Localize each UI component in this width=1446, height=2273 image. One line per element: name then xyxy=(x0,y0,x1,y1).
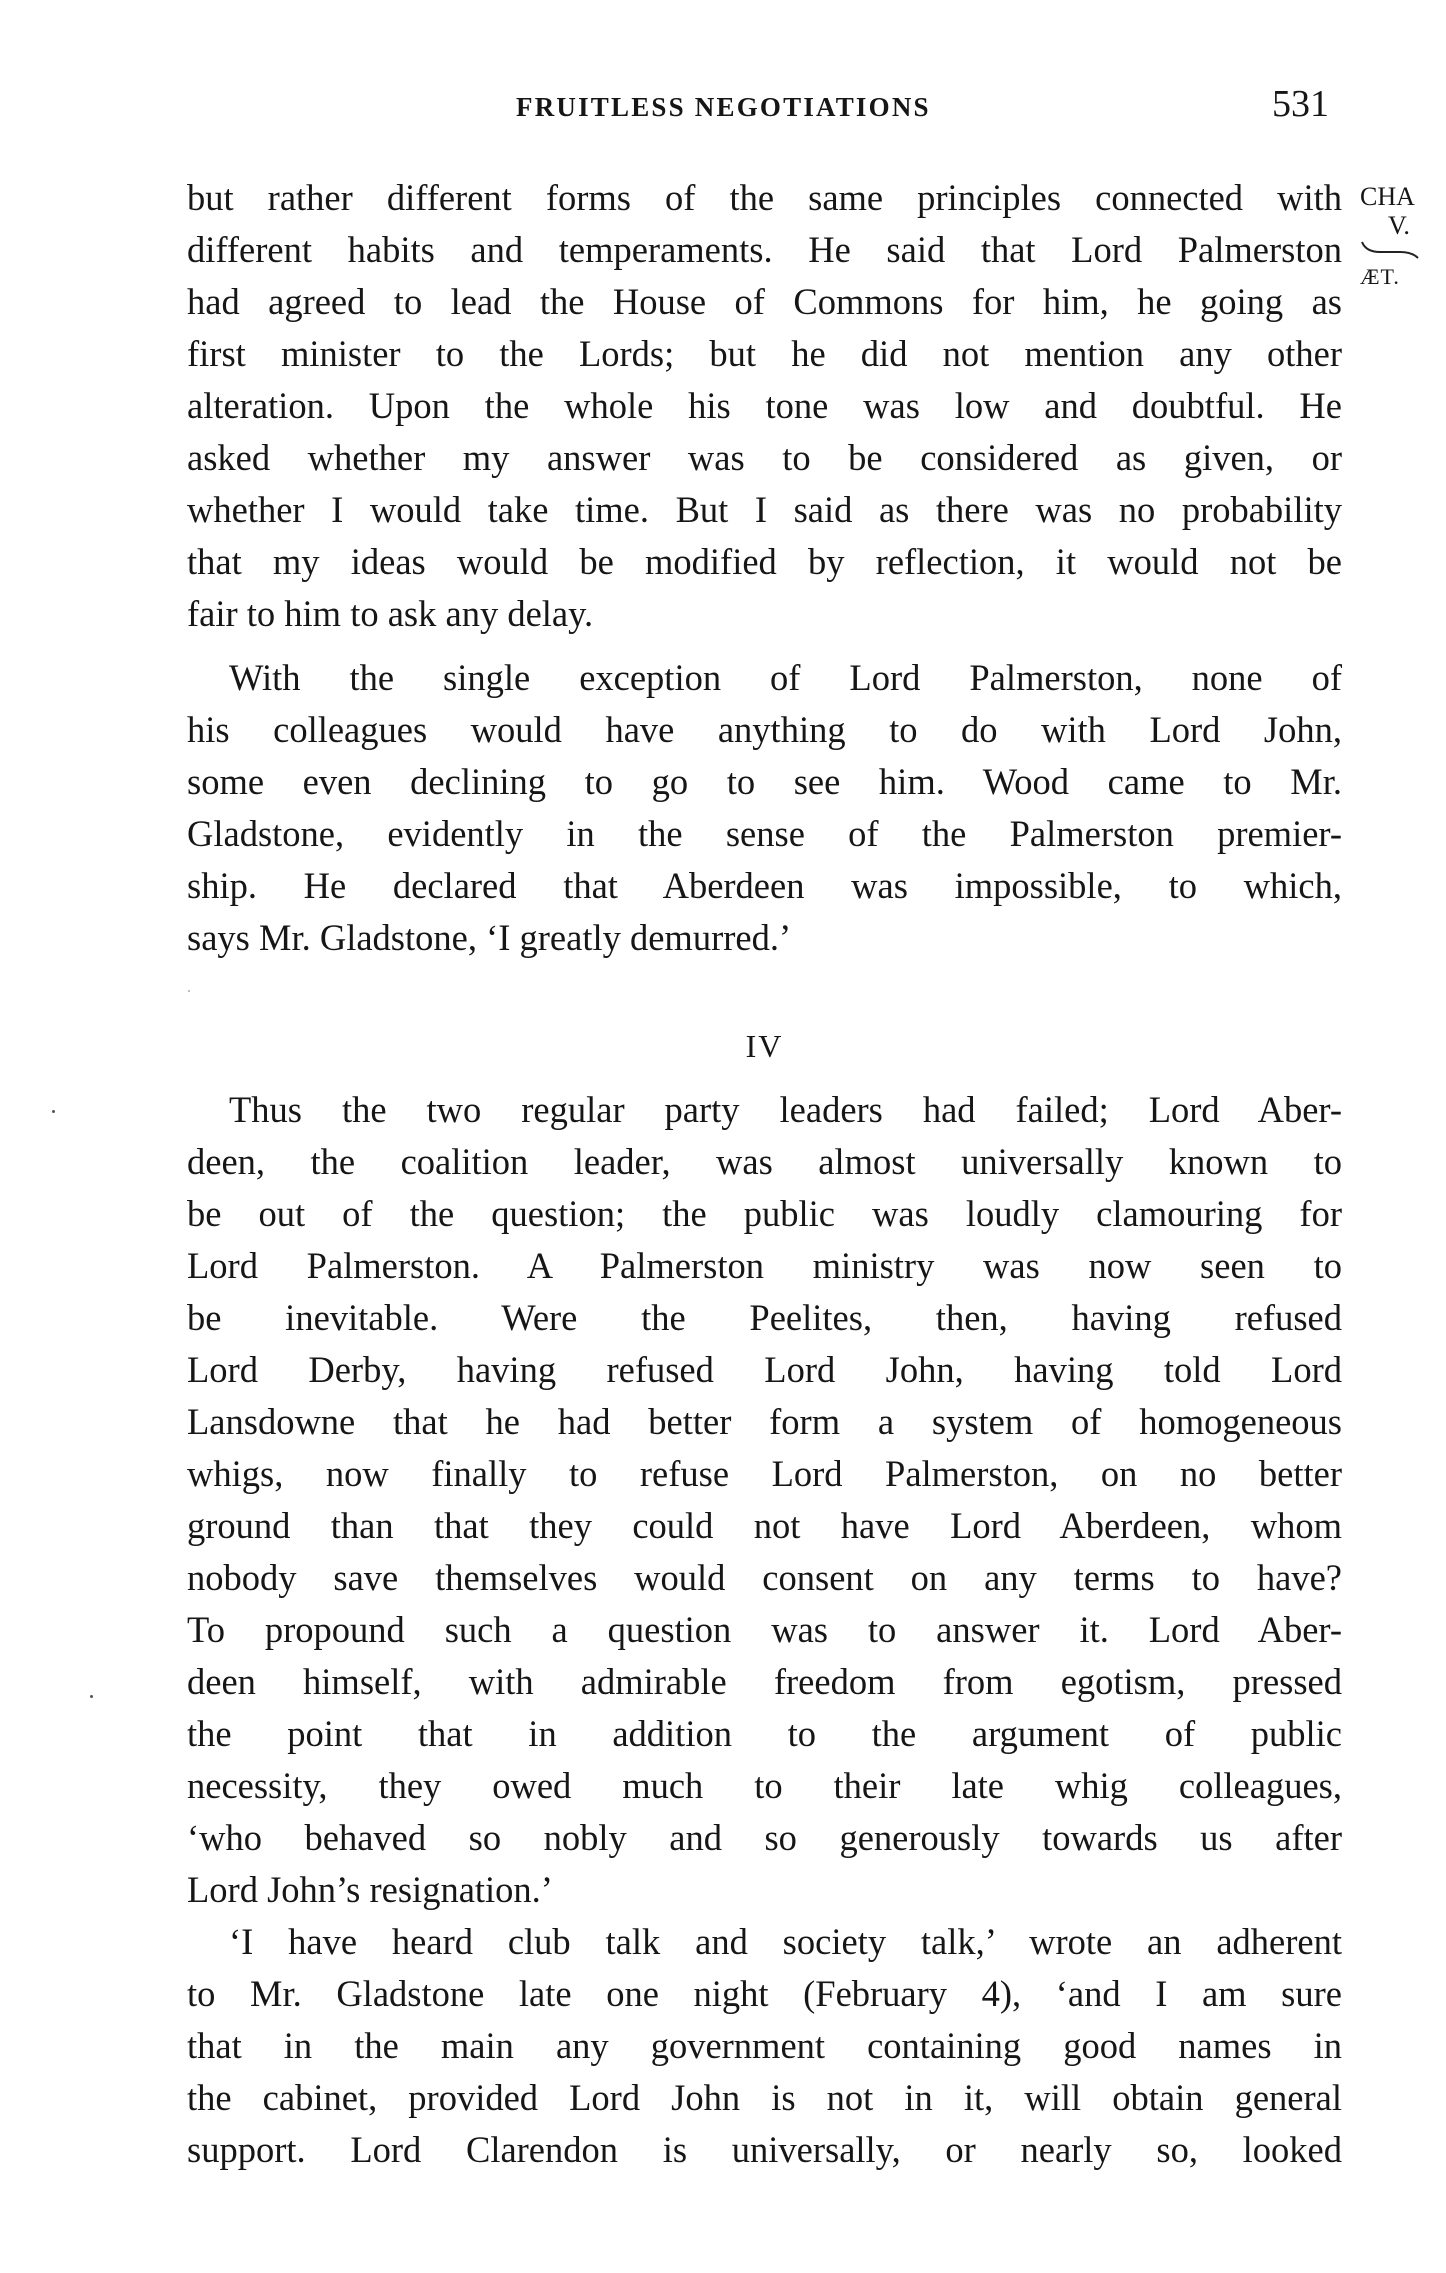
text-line: support. Lord Clarendon is universally, or nearly so, looked xyxy=(187,2129,1342,2170)
text-line: first minister to the Lords; but he did not mention any other xyxy=(187,333,1342,374)
text-line: ‘who behaved so nobly and so generously towards us after xyxy=(187,1817,1342,1858)
body-text xyxy=(187,172,1342,2176)
text-line: that my ideas would be modified by reflection, it would not be xyxy=(187,541,1342,582)
text-line: ‘I have heard club talk and society talk,’ wrote an adherent xyxy=(229,1921,1342,1962)
text-line: but rather different forms of the same principles connected with xyxy=(187,177,1342,218)
text-line: Lord John’s resignation.’ xyxy=(187,1869,553,1910)
margin-note-chapter-number: V. xyxy=(1388,211,1410,240)
text-line: asked whether my answer was to be considered as given, or xyxy=(187,437,1342,478)
running-title: FRUITLESS NEGOTIATIONS xyxy=(516,92,931,122)
margin-brace-icon xyxy=(1360,238,1420,260)
text-line: alteration. Upon the whole his tone was low and doubtful. He xyxy=(187,385,1342,426)
text-line: whether I would take time. But I said as there was no probability xyxy=(187,489,1342,530)
text-line: to Mr. Gladstone late one night (February 4), ‘and I am sure xyxy=(187,1973,1342,2014)
margin-note-age: ÆT. xyxy=(1360,264,1400,289)
text-line: whigs, now finally to refuse Lord Palmerston, on no better xyxy=(187,1453,1342,1494)
text-line: necessity, they owed much to their late whig colleagues, xyxy=(187,1765,1342,1806)
text-line: fair to him to ask any delay. xyxy=(187,593,594,634)
paragraph-3 xyxy=(187,1084,1342,1916)
text-line: deen, the coalition leader, was almost universally known to xyxy=(187,1141,1342,1182)
text-line: different habits and temperaments. He said that Lord Palmerston xyxy=(187,229,1342,270)
margin-note-chapter: CHA xyxy=(1360,182,1415,211)
text-line: the cabinet, provided Lord John is not in it, will obtain general xyxy=(187,2077,1342,2118)
text-line: Thus the two regular party leaders had failed; Lord Aber- xyxy=(229,1089,1342,1130)
paragraph-4 xyxy=(187,1916,1342,2176)
paper-speck xyxy=(52,1110,55,1113)
text-line: his colleagues would have anything to do with Lord John, xyxy=(187,709,1342,750)
text-line: Lord Palmerston. A Palmerston ministry was now seen to xyxy=(187,1245,1342,1286)
text-line: nobody save themselves would consent on any terms to have? xyxy=(187,1557,1342,1598)
section-heading: IV xyxy=(745,1028,784,1064)
text-line: To propound such a question was to answer it. Lord Aber- xyxy=(187,1609,1342,1650)
running-head xyxy=(0,82,1446,132)
margin-note xyxy=(1360,180,1446,294)
text-line: With the single exception of Lord Palmerston, none of xyxy=(229,657,1342,698)
text-line: deen himself, with admirable freedom from egotism, pressed xyxy=(187,1661,1342,1702)
text-line: ground than that they could not have Lord Aberdeen, whom xyxy=(187,1505,1342,1546)
text-line: ship. He declared that Aberdeen was impossible, to which, xyxy=(187,865,1342,906)
text-line: the point that in addition to the argument of public xyxy=(187,1713,1342,1754)
text-line: had agreed to lead the House of Commons for him, he going as xyxy=(187,281,1342,322)
text-line: be inevitable. Were the Peelites, then, having refused xyxy=(187,1297,1342,1338)
text-line: be out of the question; the public was loudly clamouring for xyxy=(187,1193,1342,1234)
text-line: Lord Derby, having refused Lord John, having told Lord xyxy=(187,1349,1342,1390)
paragraph-2 xyxy=(187,652,1342,964)
paper-speck xyxy=(90,1695,93,1698)
text-line: says Mr. Gladstone, ‘I greatly demurred.’ xyxy=(187,917,792,958)
text-line: that in the main any government containing good names in xyxy=(187,2025,1342,2066)
text-line: Lansdowne that he had better form a system of homogeneous xyxy=(187,1401,1342,1442)
paper-speck xyxy=(188,990,190,992)
page-number: 531 xyxy=(1272,83,1329,125)
text-line: some even declining to go to see him. Wood came to Mr. xyxy=(187,761,1342,802)
text-line: Gladstone, evidently in the sense of the Palmerston premier- xyxy=(187,813,1342,854)
paragraph-1 xyxy=(187,172,1342,640)
